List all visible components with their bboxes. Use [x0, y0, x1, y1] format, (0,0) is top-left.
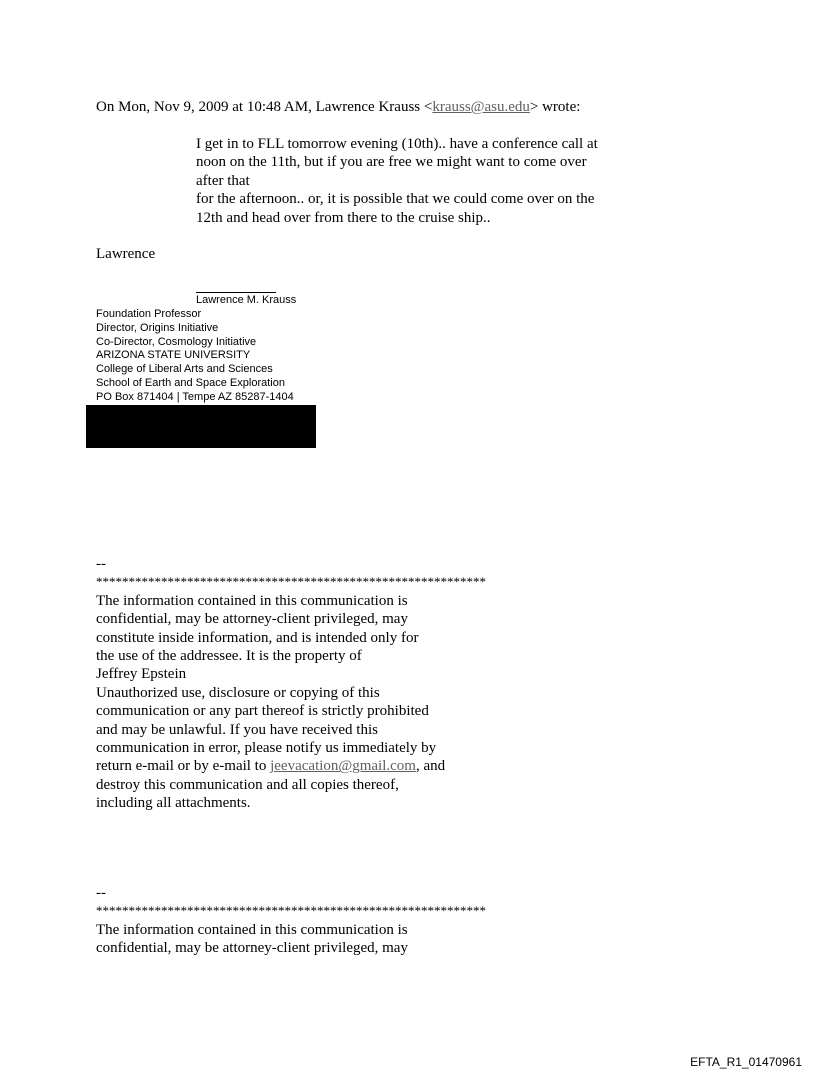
- signature-line: College of Liberal Arts and Sciences: [96, 363, 273, 376]
- quoted-message: [196, 135, 598, 227]
- signature-block: [96, 308, 294, 405]
- header-prefix: On Mon, Nov 9, 2009 at 10:48 AM, Lawrence Krauss <: [96, 99, 433, 115]
- signature-line: ARIZONA STATE UNIVERSITY: [96, 349, 251, 362]
- disclaimer-email-line: [96, 757, 486, 775]
- disclaimer-line: communication or any part thereof is strictly prohibited: [96, 703, 429, 720]
- header-suffix: > wrote:: [529, 99, 581, 115]
- signature-line: School of Earth and Space Exploration: [96, 376, 285, 389]
- signoff: Lawrence: [96, 246, 156, 262]
- quote-line: I get in to FLL tomorrow evening (10th).. have a conference call at: [196, 136, 598, 152]
- document-id: EFTA_R1_01470961: [690, 1055, 802, 1069]
- signature-rule: [196, 292, 276, 293]
- signature-line: Director, Origins Initiative: [96, 321, 219, 334]
- quote-line: noon on the 11th, but if you are free we might want to come over: [196, 154, 587, 171]
- disclaimer-line: constitute inside information, and is intended only for: [96, 629, 419, 646]
- redaction-box: [86, 405, 316, 448]
- separator-dashes: --: [96, 556, 106, 572]
- disclaimer-block: [96, 555, 486, 812]
- disclaimer-line: The information contained in this communication is: [96, 921, 408, 938]
- signature-line: PO Box 871404 | Tempe AZ 85287-1404: [96, 390, 294, 403]
- sender-email-link[interactable]: krauss@asu.edu: [432, 99, 530, 115]
- quote-line: for the afternoon.. or, it is possible that we could come over on the: [196, 191, 595, 208]
- disclaimer-line: communication in error, please notify us immediately by: [96, 739, 437, 756]
- email-header: [96, 98, 580, 116]
- disclaimer-line: The information contained in this communication is: [96, 592, 408, 609]
- separator-dashes: --: [96, 885, 106, 901]
- disclaimer-block-repeat: [96, 884, 486, 958]
- disclaimer-line: Jeffrey Epstein: [96, 666, 187, 683]
- email-line-prefix: return e-mail or by e-mail to: [96, 758, 271, 775]
- disclaimer-line: including all attachments.: [96, 795, 251, 812]
- disclaimer-line: and may be unlawful. If you have received this: [96, 721, 378, 738]
- disclaimer-line: destroy this communication and all copies thereof,: [96, 776, 399, 793]
- email-line-suffix: , and: [415, 758, 446, 775]
- disclaimer-line: confidential, may be attorney-client privileged, may: [96, 611, 408, 628]
- disclaimer-line: confidential, may be attorney-client privileged, may: [96, 940, 408, 957]
- separator-stars: ************************************************************: [96, 574, 486, 590]
- quote-line: 12th and head over from there to the cruise ship..: [196, 209, 491, 226]
- separator-stars: ************************************************************: [96, 903, 486, 919]
- disclaimer-line: Unauthorized use, disclosure or copying of this: [96, 684, 380, 701]
- signature-name: Lawrence M. Krauss: [196, 294, 297, 306]
- signature-line: Foundation Professor: [96, 308, 202, 320]
- signature-line: Co-Director, Cosmology Initiative: [96, 335, 257, 348]
- disclaimer-line: the use of the addressee. It is the property of: [96, 647, 362, 664]
- quote-line: after that: [196, 172, 250, 189]
- jeevacation-email-link[interactable]: jeevacation@gmail.com: [270, 758, 416, 775]
